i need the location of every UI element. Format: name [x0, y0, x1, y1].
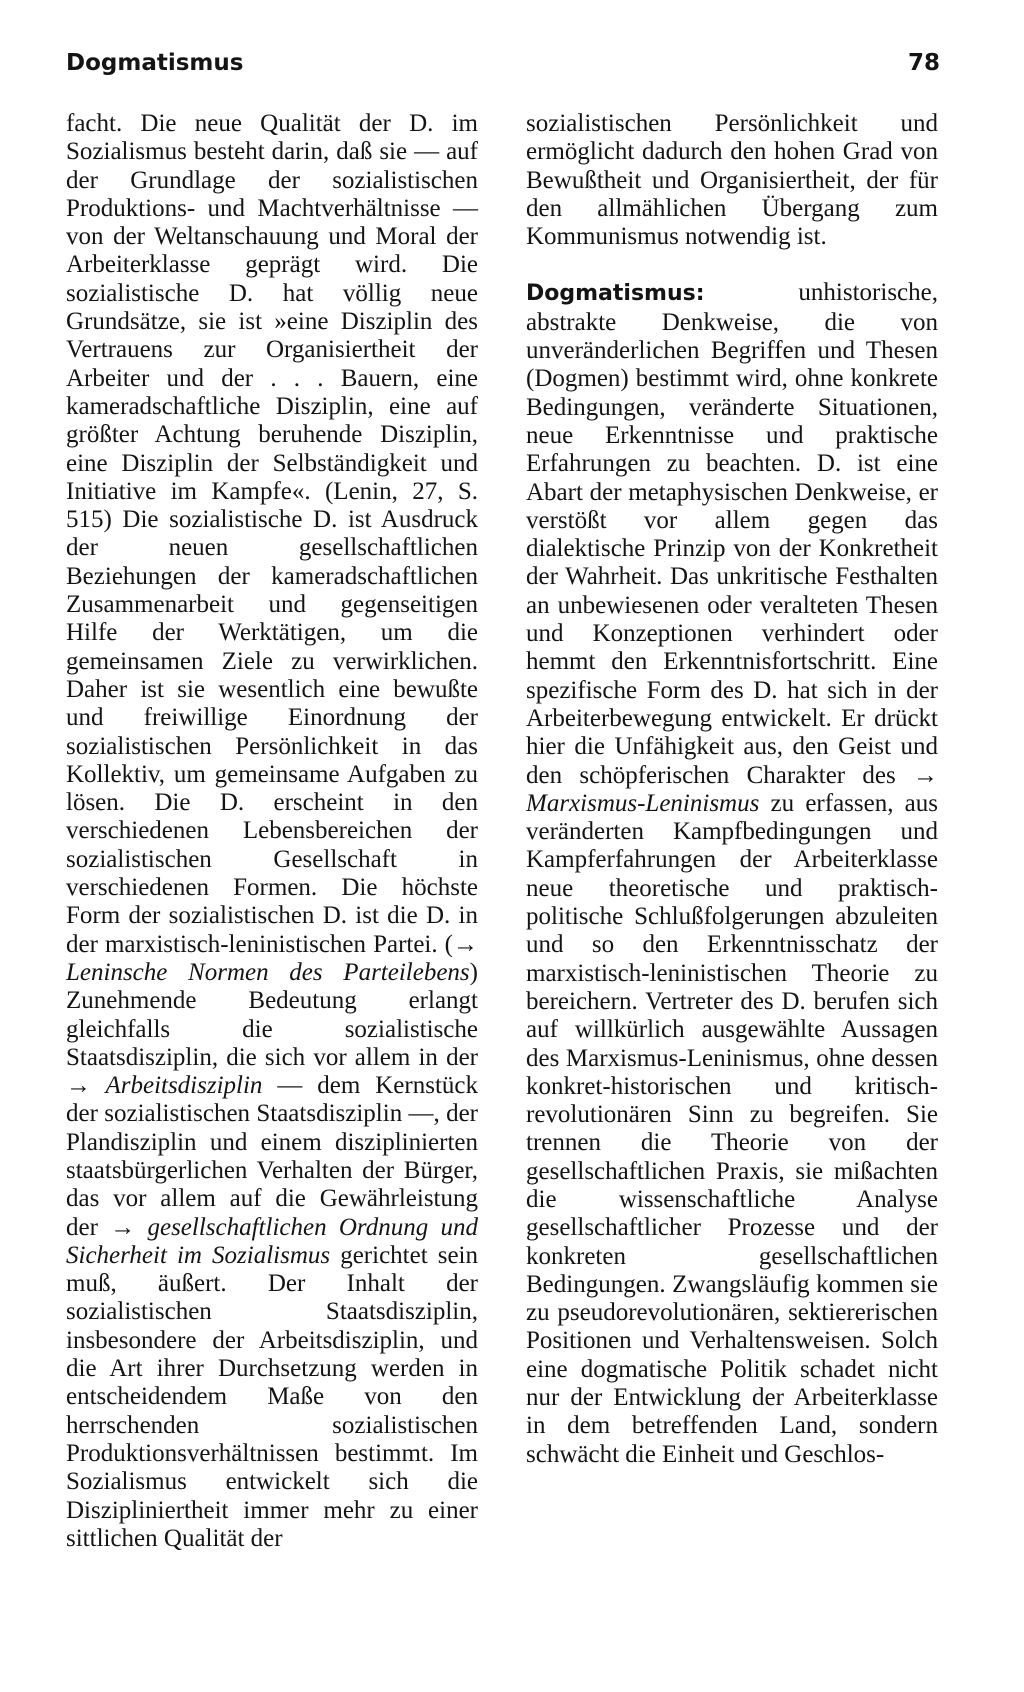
body-text: zu erfassen, aus veränderten Kampfbedingungen und Kampferfahrungen der Arbeiterklasse neue theoretische und praktisch-politische Schlußfolgerungen abzuleiten und so den Erkenntnisschatz der marxistisch-leninistischen Theorie zu bereichern. Vertreter des D. berufen sich auf willkürlich ausgewählte Aussagen des Marxismus-Leninismus, ohne dessen konkret-historischen und kritisch-revolutionären Sinn zu begreifen. Sie trennen die Theorie von der gesellschaftlichen Praxis, sie mißachten die wissenschaftliche Analyse gesellschaftlicher Prozesse und der konkreten gesellschaftlichen Bedingungen. Zwangsläufig kommen sie zu pseudorevolutionären, sektiererischen Positionen und Verhaltensweisen. Solch eine dogmatische Politik schadet nicht nur der Entwicklung der Arbeiterklasse in dem betreffenden Land, sondern schwächt die Einheit und Geschlos-	[526, 789, 938, 1468]
running-header	[66, 50, 940, 90]
body-text: unhistorische, abstrakte Denkweise, die von unveränderlichen Begriffen und Thesen (Dogmen) bestimmt wird, ohne konkrete Bedingungen, veränderte Situationen, neue Erkenntnisse und praktische Erfahrungen zu beachten. D. ist eine Abart der metaphysischen Denkweise, er verstößt vor allem gegen das dialektische Prinzip von der Konkretheit der Wahrheit. Das unkritische Festhalten an unbewiesenen oder veralteten Thesen und Konzeptionen verhindert oder hemmt den Erkenntnisfortschritt. Eine spezifische Form des D. hat sich in der Arbeiterbewegung entwickelt. Er drückt hier die Unfähigkeit aus, den Geist und den schöpferischen Charakter des	[526, 279, 938, 789]
body-text: ) Zunehmende Bedeutung erlangt gleichfalls die sozialistische Staatsdisziplin, die sich vor allem in der	[66, 958, 478, 1071]
left-column-paragraph	[66, 110, 478, 1553]
body-text: — dem Kernstück der sozialistischen Staatsdisziplin —, der Plandisziplin und einem disziplinierten staatsbürgerlichen Verhalten der Bürger, das vor allem auf die Gewährleistung der	[66, 1072, 478, 1241]
entry-term: Dogmatismus:	[526, 281, 705, 307]
left-column	[66, 110, 478, 1553]
cross-reference: → Leninsche Normen des Parteilebens	[66, 930, 478, 986]
right-column-paragraph: sozialistischen Persönlichkeit und ermöglicht dadurch den hohen Grad von Bewußtheit und Organisiertheit, der für den allmählichen Übergang zum Kommunismus notwendig ist.	[526, 110, 938, 251]
body-text: gerichtet sein muß, äußert. Der Inhalt der sozialistischen Staatsdisziplin, insbesondere der Arbeitsdisziplin, und die Art ihrer Durchsetzung werden in entscheidendem Maße von den herrschenden sozialistischen Produktionsverhältnissen bestimmt. Im Sozialismus entwickelt sich die Diszipliniertheit immer mehr zu einer sittlichen Qualität der	[66, 1241, 478, 1552]
running-headword: Dogmatismus	[66, 50, 244, 76]
cross-reference: → gesellschaftlichen Ordnung und Sicherheit im Sozialismus	[66, 1213, 478, 1269]
page-number: 78	[907, 50, 940, 76]
cross-reference: → Marxismus-Leninismus	[526, 761, 938, 817]
dictionary-entry	[526, 279, 938, 1468]
body-text: facht. Die neue Qualität der D. im Sozialismus besteht darin, daß sie — auf der Grundlage der sozialistischen Produktions- und Machtverhältnisse — von der Weltanschauung und Moral der Arbeiterklasse geprägt wird. Die sozialistische D. hat völlig neue Grundsätze, sie ist »eine Disziplin des Vertrauens zur Organisiertheit der Arbeiter und der . . . Bauern, eine kameradschaftliche Disziplin, eine auf größter Achtung beruhende Disziplin, eine Disziplin der Selbständigkeit und Initiative im Kampfe«. (Lenin, 27, S. 515) Die sozialistische D. ist Ausdruck der neuen gesellschaftlichen Beziehungen der kameradschaftlichen Zusammenarbeit und gegenseitigen Hilfe der Werktätigen, um die gemeinsamen Ziele zu verwirklichen. Daher ist sie wesentlich eine bewußte und freiwillige Einordnung der sozialistischen Persönlichkeit in das Kollektiv, um gemeinsame Aufgaben zu lösen. Die D. erscheint in den verschiedenen Lebensbereichen der sozialistischen Gesellschaft in verschiedenen Formen. Die höchste Form der sozialistischen D. ist die D. in der marxistisch-leninistischen Partei. (	[66, 110, 478, 958]
right-column	[526, 110, 938, 1469]
cross-reference: → Arbeitsdisziplin	[66, 1072, 263, 1100]
